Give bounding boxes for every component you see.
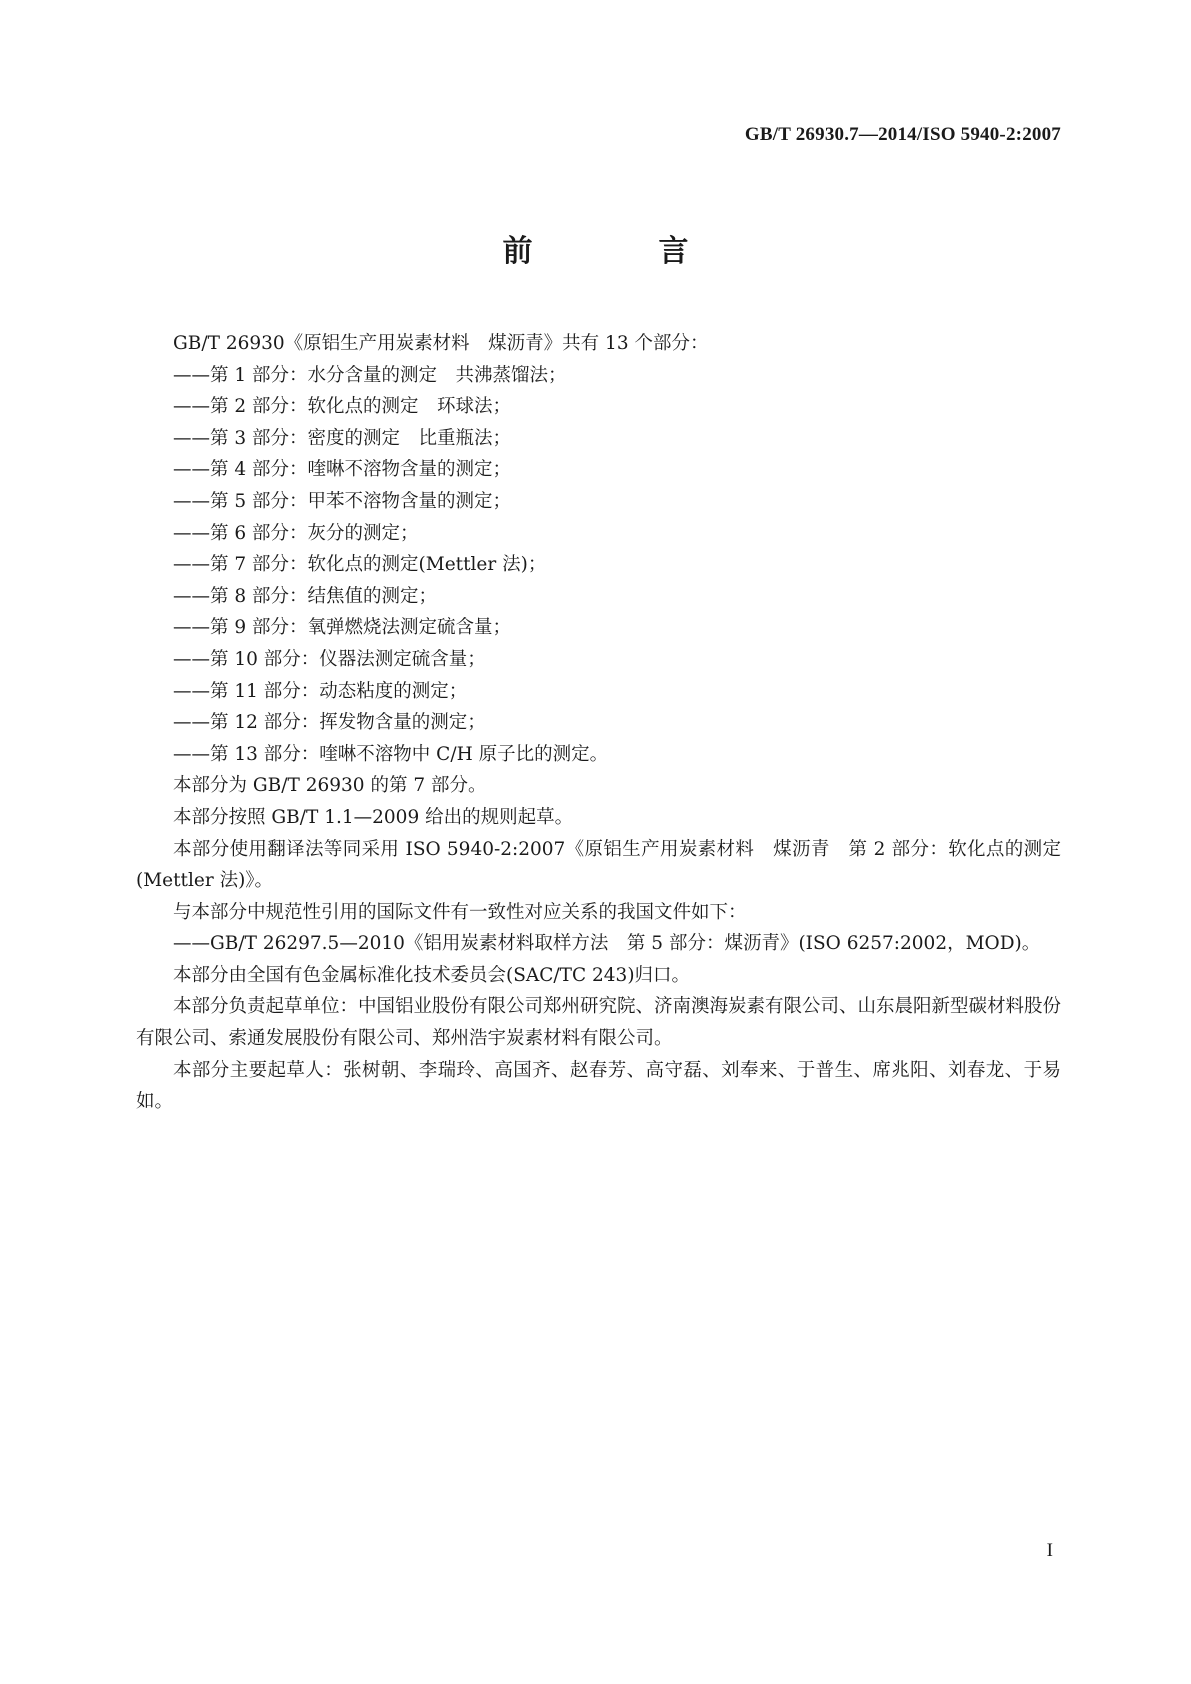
page-number: I (1046, 1540, 1053, 1561)
page-title: 前 言 (502, 234, 737, 269)
drafters: 本部分主要起草人：张树朝、李瑞玲、高国齐、赵春芳、高守磊、刘奉来、于普生、席兆阳、刘春龙、于易如。 (136, 1059, 1061, 1113)
list-item: ——第 10 部分：仪器法测定硫含量； (173, 648, 486, 670)
list-item: ——第 3 部分：密度的测定 比重瓶法； (173, 427, 512, 449)
list-item: ——第 9 部分：氧弹燃烧法测定硫含量； (173, 617, 512, 639)
list-item: ——第 1 部分：水分含量的测定 共沸蒸馏法； (173, 364, 567, 386)
drafting-rules: 本部分按照 GB/T 1.1—2009 给出的规则起草。 (173, 806, 574, 828)
document-body (136, 328, 1061, 1118)
list-item: ——第 11 部分：动态粘度的测定； (173, 680, 468, 702)
list-item: ——第 5 部分：甲苯不溶物含量的测定； (173, 490, 512, 512)
list-item: ——第 6 部分：灰分的测定； (173, 522, 419, 544)
list-item: ——第 7 部分：软化点的测定(Mettler 法)； (173, 554, 547, 576)
intro-paragraph: GB/T 26930《原铝生产用炭素材料 煤沥青》共有 13 个部分： (173, 333, 709, 354)
list-item: ——第 8 部分：结焦值的测定； (173, 585, 438, 607)
correspondence-item: ——GB/T 26297.5—2010《铝用炭素材料取样方法 第 5 部分：煤沥青》(ISO 6257:2002，MOD)。 (173, 933, 1041, 955)
list-item: ——第 12 部分：挥发物含量的测定； (173, 712, 486, 734)
translation-statement: 本部分使用翻译法等同采用 ISO 5940-2:2007《原铝生产用炭素材料 煤沥青 第 2 部分：软化点的测定(Mettler 法)》。 (136, 838, 1061, 892)
drafting-units: 本部分负责起草单位：中国铝业股份有限公司郑州研究院、济南澳海炭素有限公司、山东晨阳新型碳材料股份有限公司、索通发展股份有限公司、郑州浩宇炭素材料有限公司。 (136, 996, 1062, 1050)
correspondence-intro: 与本部分中规范性引用的国际文件有一致性对应关系的我国文件如下： (173, 901, 747, 923)
list-item: ——第 2 部分：软化点的测定 环球法； (173, 396, 512, 418)
part-statement: 本部分为 GB/T 26930 的第 7 部分。 (173, 775, 487, 797)
standard-code-header: GB/T 26930.7—2014/ISO 5940-2:2007 (744, 124, 1061, 145)
list-item: ——第 4 部分：喹啉不溶物含量的测定； (173, 459, 512, 481)
list-item: ——第 13 部分：喹啉不溶物中 C/H 原子比的测定。 (173, 743, 609, 765)
parts-list (136, 360, 1061, 771)
committee-statement: 本部分由全国有色金属标准化技术委员会(SAC/TC 243)归口。 (173, 964, 691, 986)
